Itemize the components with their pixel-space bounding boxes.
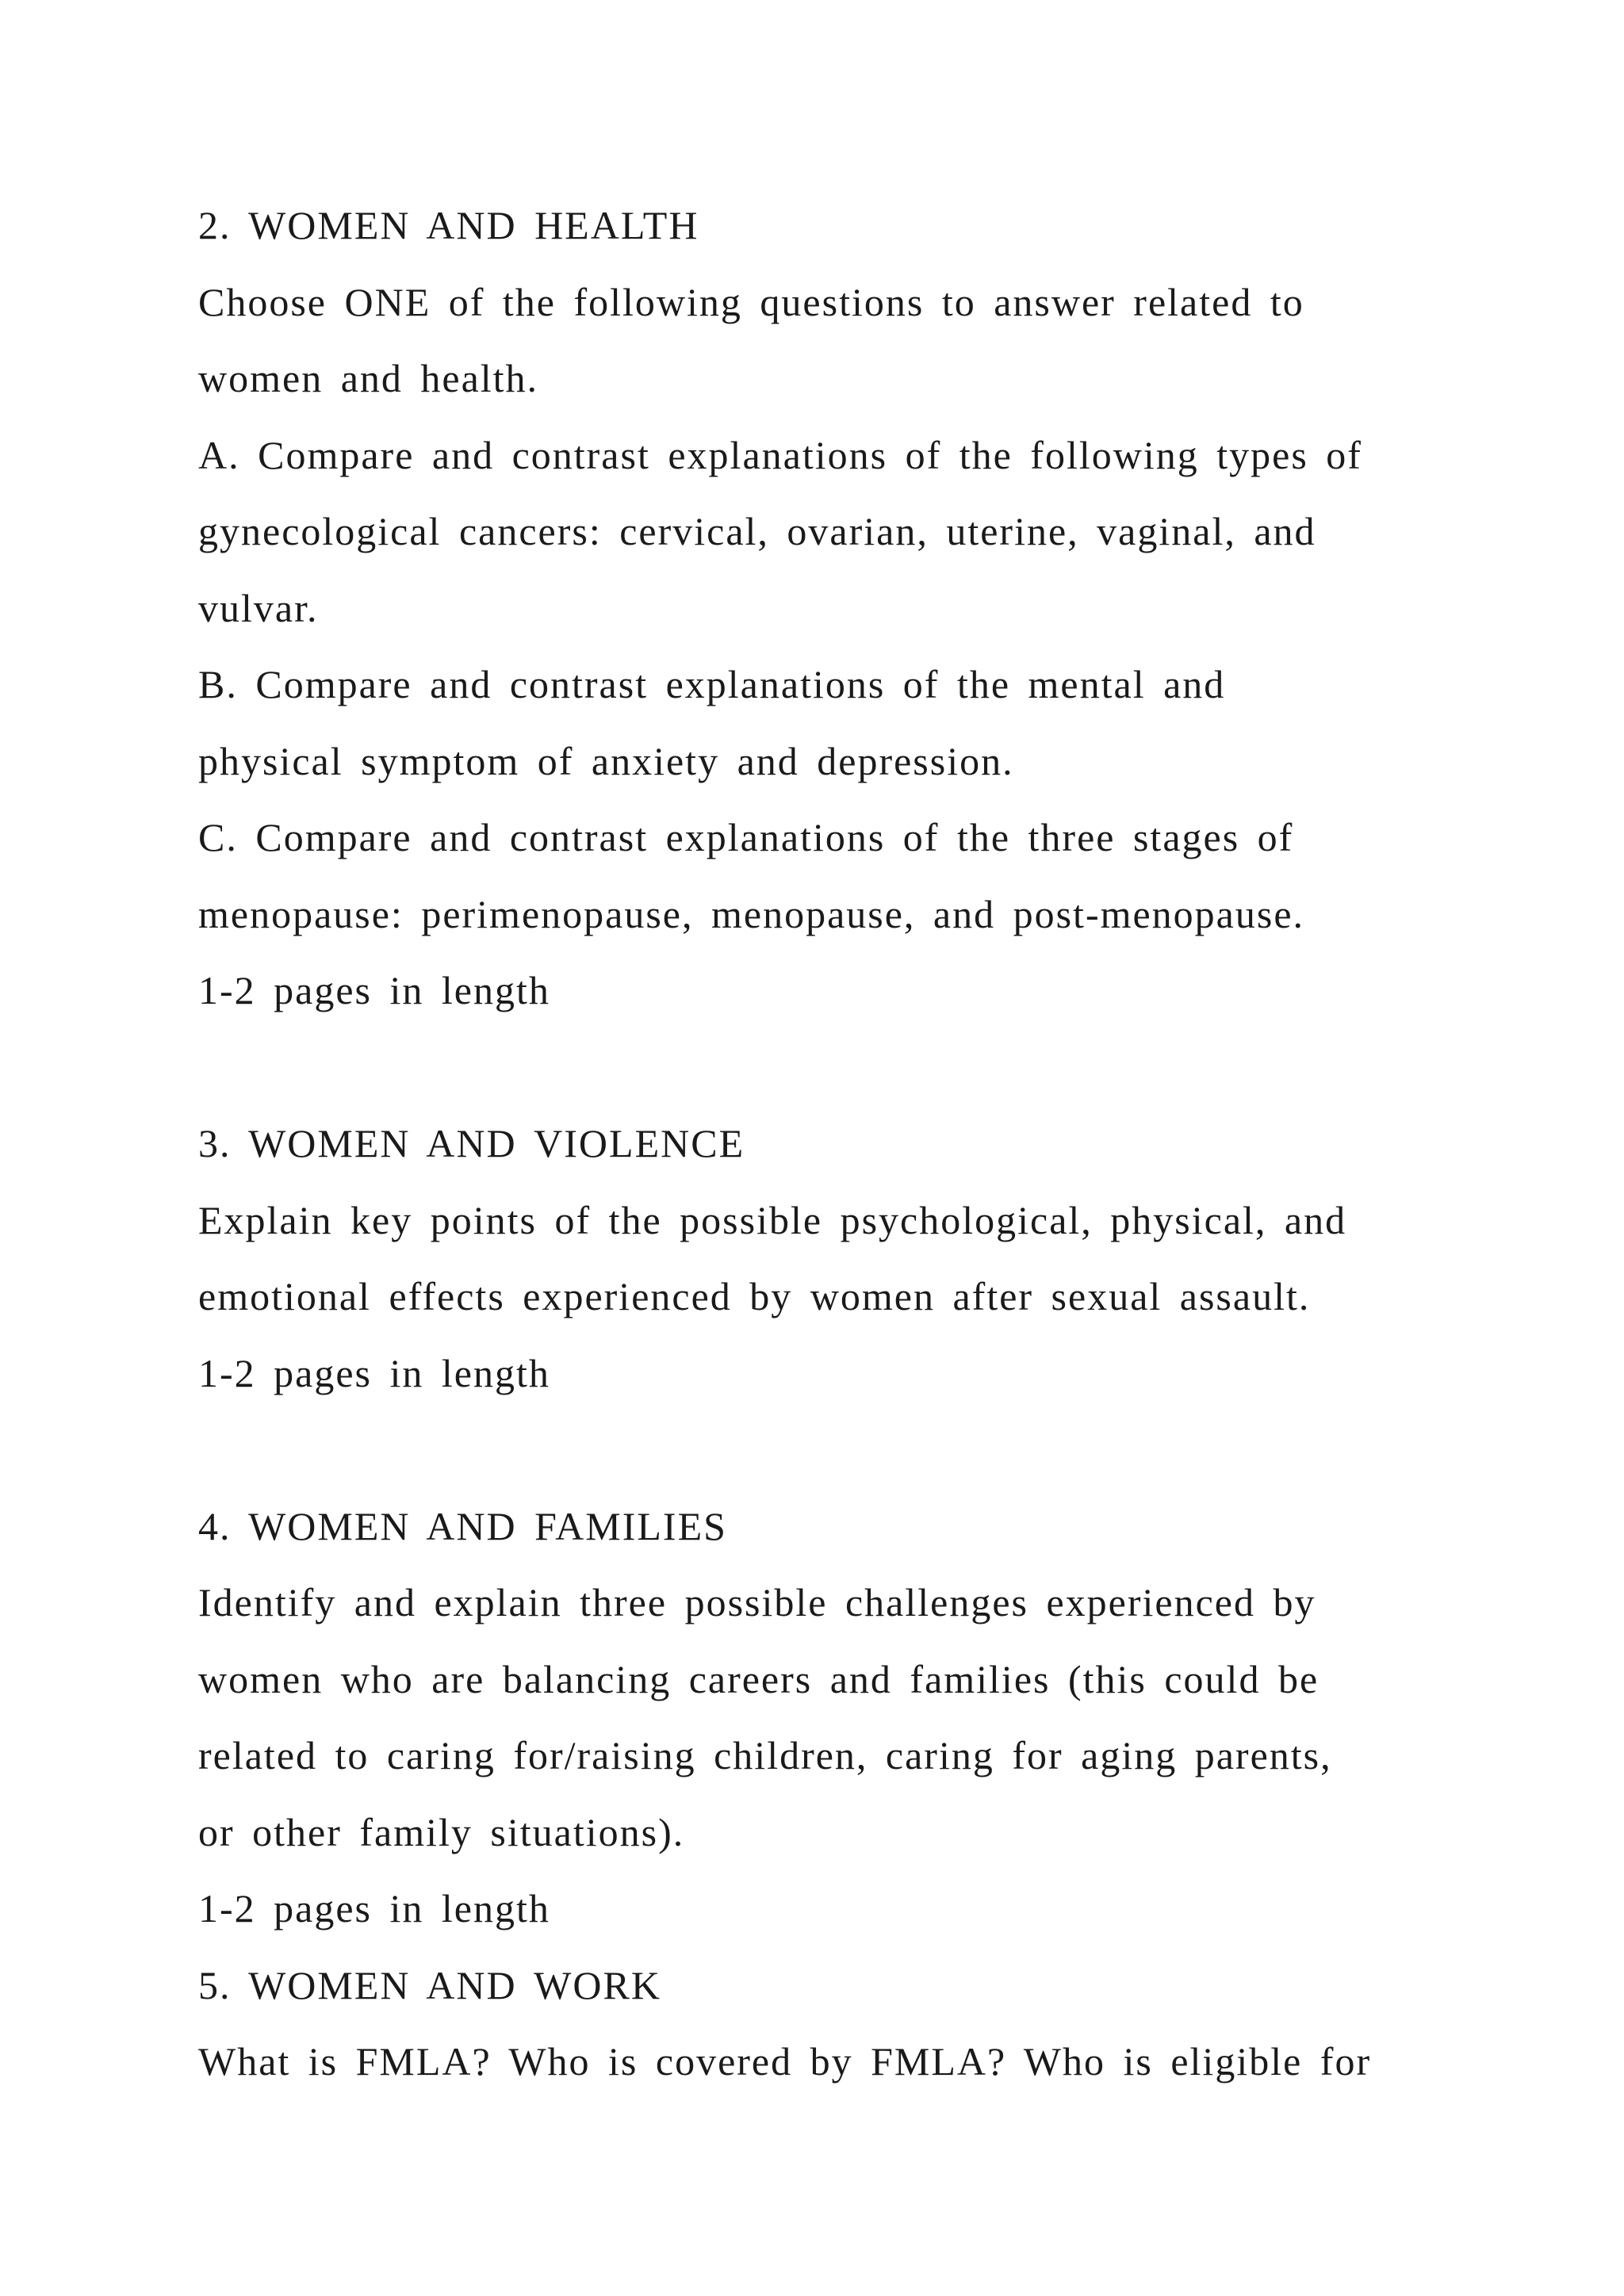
length-requirement: 1-2 pages in length xyxy=(198,968,550,1012)
body-line: menopause: perimenopause, menopause, and post-menopause. xyxy=(198,891,1305,936)
body-line: Explain key points of the possible psychological, physical, and xyxy=(198,1197,1347,1242)
paragraph-gap xyxy=(198,1411,1435,1488)
body-line: Identify and explain three possible challenges experienced by xyxy=(198,1580,1316,1624)
body-line: related to caring for/raising children, caring for aging parents, xyxy=(198,1733,1332,1777)
length-requirement: 1-2 pages in length xyxy=(198,1886,550,1931)
body-line: gynecological cancers: cervical, ovarian, uterine, vaginal, and xyxy=(198,509,1316,553)
body-line: women who are balancing careers and families (this could be xyxy=(198,1656,1320,1701)
body-line: or other family situations). xyxy=(198,1809,685,1854)
body-line: women and health. xyxy=(198,356,539,400)
question-option-b: B. Compare and contrast explanations of the mental and xyxy=(198,662,1226,706)
section-heading-health: 2. WOMEN AND HEALTH xyxy=(198,203,699,247)
paragraph-gap xyxy=(198,1029,1435,1106)
body-line: What is FMLA? Who is covered by FMLA? Who is eligible for xyxy=(198,2039,1372,2084)
length-requirement: 1-2 pages in length xyxy=(198,1350,550,1395)
document-body xyxy=(198,187,1435,2100)
question-option-a: A. Compare and contrast explanations of the following types of xyxy=(198,432,1362,477)
body-line: vulvar. xyxy=(198,585,319,630)
section-heading-work: 5. WOMEN AND WORK xyxy=(198,1962,661,2007)
section-heading-violence: 3. WOMEN AND VIOLENCE xyxy=(198,1121,745,1165)
section-heading-families: 4. WOMEN AND FAMILIES xyxy=(198,1503,727,1548)
body-line: Choose ONE of the following questions to answer related to xyxy=(198,279,1304,324)
body-line: emotional effects experienced by women after sexual assault. xyxy=(198,1274,1311,1318)
body-line: physical symptom of anxiety and depression. xyxy=(198,738,1014,783)
question-option-c: C. Compare and contrast explanations of the three stages of xyxy=(198,815,1294,859)
